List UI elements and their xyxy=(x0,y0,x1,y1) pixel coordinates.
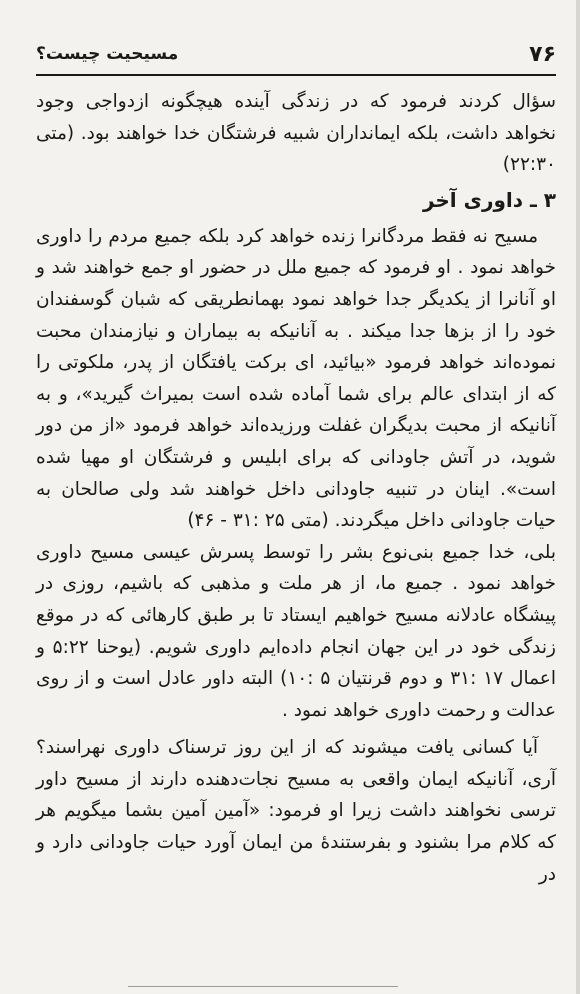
running-title: مسیحیت چیست؟ xyxy=(36,44,179,64)
paragraph: بلی، خدا جمیع بنی‌نوع بشر را توسط پسرش عیسی مسیح داوری خواهد نمود . جمیع ما، از هر ملت و مذهبی که باشیم، روزی در پیشگاه عادلانه مسیح خواهیم ایستاد تا بر طبق کارهائی که در موقع زندگی خود در این جهان انجام داده‌ایم داوری شویم. (یوحنا ۵:۲۲ و اعمال ۱۷ :۳۱ و دوم قرنتیان ۵ :۱۰) البته داور عادل است و از روی عدالت و رحمت داوری خواهد نمود . xyxy=(36,541,556,721)
paragraph: آیا کسانی یافت میشوند که از این روز ترسناک داوری نهراسند؟ آری، آنانیکه ایمان واقعی به مسیح نجات‌دهنده دارند از مسیح داور ترسی نخواهند داشت زیرا او فرمود: «آمین آمین بشما میگویم هر که کلام مرا بشنود و بفرستندهٔ من ایمان آورد حیات جاودانی دارد و در xyxy=(36,737,556,885)
page-number: ۷۶ xyxy=(529,42,556,67)
page-header xyxy=(36,40,556,70)
paragraph-continued: سؤال کردند فرمود که در زندگی آینده هیچگونه ازدواجی وجود نخواهد داشت، بلکه ایمانداران شبیه فرشتگان خدا خواهند بود. (متی ۲۲:۳۰) xyxy=(36,91,556,176)
scan-edge-line xyxy=(128,986,398,987)
paragraph: مسیح نه فقط مردگانرا زنده خواهد کرد بلکه جمیع مردم را داوری خواهد نمود . او فرمود که جمیع ملل در حضور او جمع خواهند شد و او آنانرا از یکدیگر جدا خواهد نمود بهمانطریقی که شبان گوسفندان خود را از بزها جدا میکند . به آنانیکه به بیماران و نیازمندان محبت نموده‌اند خواهد فرمود «بیائید، ای برکت یافتگان از پدر، ملکوتی را که از ابتدای عالم برای شما آماده شده است بمیراث گیرید»، و به آنانیکه از محبت بدیگران غفلت ورزیده‌اند خواهد فرمود «از من دور شوید، در آتش جاودانی که برای ابلیس و فرشتگان او مهیا شده است». اینان در تنبیه جاودانی داخل خواهند شد ولی صالحان به حیات جاودانی داخل میگردند. (متی ۲۵ :۳۱ - ۴۶) xyxy=(36,225,556,532)
section-heading: ۳ ـ داوری آخر xyxy=(422,187,556,212)
body-text xyxy=(36,86,556,890)
page-spine xyxy=(576,0,580,994)
header-rule xyxy=(36,74,556,76)
